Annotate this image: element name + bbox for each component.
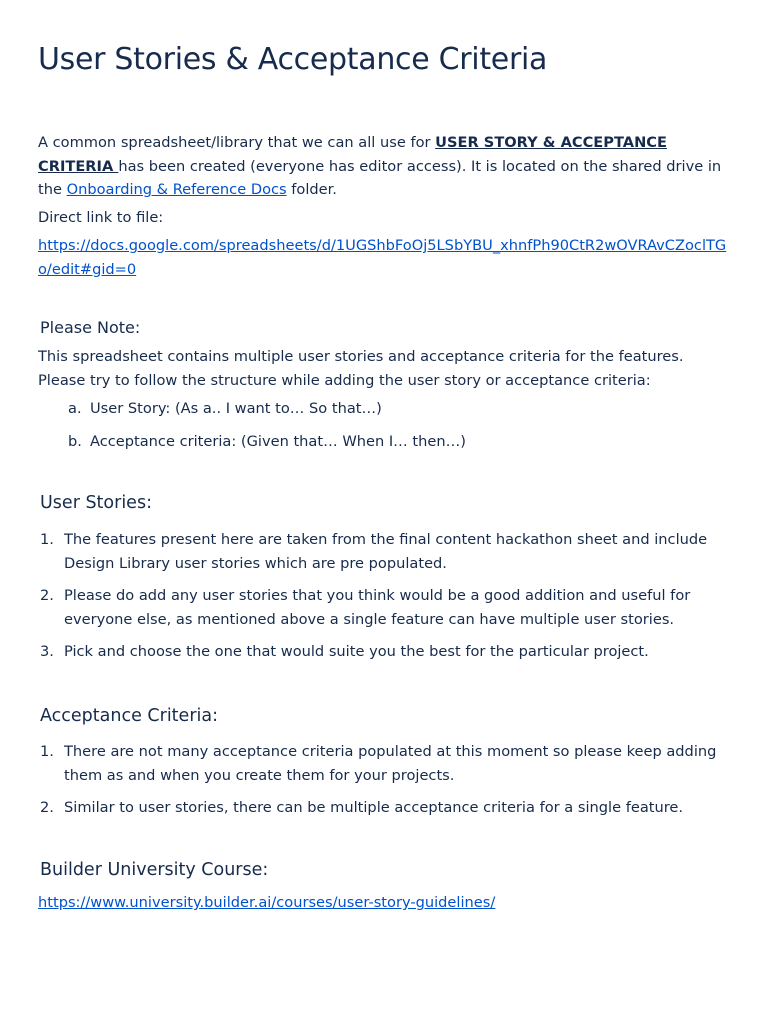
intro-paragraph (38, 131, 730, 202)
please-note-text: This spreadsheet contains multiple user stories and acceptance criteria for the features. Please try to follow the structure while adding the user story or acceptance criteria: (38, 348, 684, 389)
spreadsheet-link[interactable]: https://docs.google.com/spreadsheets/d/1UGShbFoOj5LSbYBU_xhnfPh90CtR2wOVRAvCZoclTGo/edit#gid=0 (38, 237, 727, 278)
list-item: 3. Pick and choose the one that would suite you the best for the particular project. (40, 643, 649, 660)
intro-text-before: A common spreadsheet/library that we can all use for (38, 134, 436, 151)
course-link[interactable]: https://www.university.builder.ai/courses/user-story-guidelines/ (38, 894, 496, 911)
list-item: 2. Please do add any user stories that you think would be a good addition and useful for everyone else, as mentioned above a single feature can have multiple user stories. (40, 587, 691, 628)
acceptance-criteria-list (38, 740, 730, 820)
page-title: User Stories & Acceptance Criteria (38, 42, 548, 77)
user-stories-list (38, 528, 730, 664)
list-item: b. Acceptance criteria: (Given that… When I… then…) (68, 432, 466, 450)
list-item: 1. There are not many acceptance criteria populated at this moment so please keep adding them as and when you create them for your projects. (40, 743, 717, 784)
direct-link-label: Direct link to file: (38, 209, 164, 226)
intro-text-after: folder. (286, 181, 337, 198)
builder-university-heading: Builder University Course: (40, 860, 269, 880)
please-note-heading: Please Note: (40, 318, 141, 337)
onboarding-docs-link[interactable]: Onboarding & Reference Docs (66, 181, 287, 198)
intro-text-mid: has been created (everyone has editor access). It is located on the shared drive in the (38, 157, 722, 198)
intro-bold-text: USER STORY & ACCEPTANCE CRITERIA (38, 134, 667, 175)
list-item: 1. The features present here are taken from the final content hackathon sheet and include Design Library user stories which are pre populated. (40, 531, 708, 572)
user-stories-heading: User Stories: (40, 493, 152, 513)
please-note-list (38, 397, 730, 453)
list-item: 2. Similar to user stories, there can be multiple acceptance criteria for a single feature. (40, 799, 684, 816)
list-item: a. User Story: (As a.. I want to… So that…) (68, 400, 382, 417)
acceptance-criteria-heading: Acceptance Criteria: (40, 706, 218, 726)
